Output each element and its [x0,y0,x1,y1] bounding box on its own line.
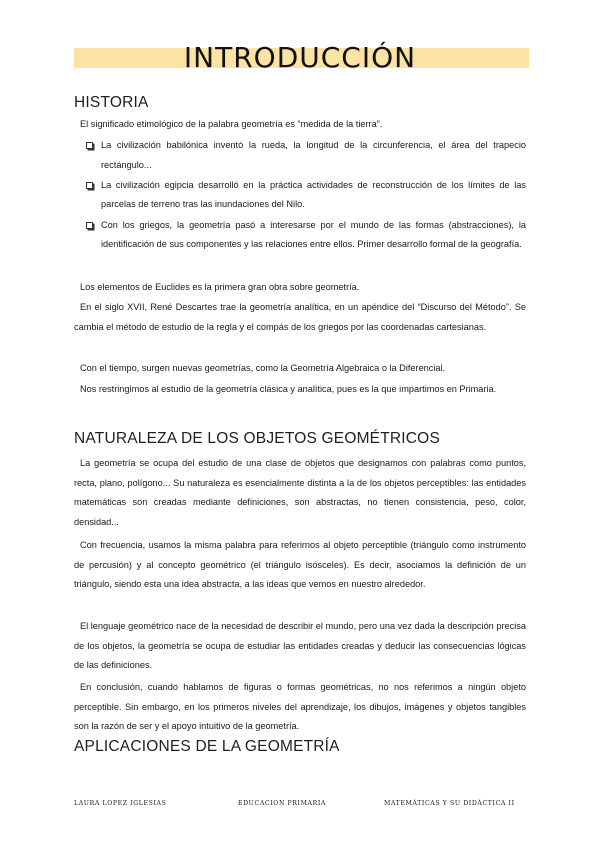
list-item [84,216,526,255]
historia-paragraph: Los elementos de Euclides es la primera gran obra sobre geometría. [80,282,360,292]
checkbox-bullet-icon [86,182,93,189]
checkbox-bullet-icon [86,222,93,229]
naturaleza-paragraph: Con frecuencia, usamos la misma palabra para referirnos al objeto perceptible (triángulo como instrumento de percusión) y al concepto geométrico (el triángulo isósceles). Es decir, asociamos la definición de un triángulo, siendo esta una idea abstracta, a las ideas que vemos en nuestro alrededor. [74,540,526,590]
bullet-text: La civilización egipcia desarrolló en la práctica actividades de reconstrucción de los límites de las parcelas de terreno tras las inundaciones del Nilo. [101,179,526,210]
list-item [84,176,526,215]
page-title: INTRODUCCIÓN [183,41,417,74]
historia-intro: El significado etimológico de la palabra geometría es “medida de la tierra”. [80,119,383,129]
list-item [84,136,526,175]
historia-paragraph: Con el tiempo, surgen nuevas geometrías, como la Geometría Algebraica o la Diferencial. [80,363,446,373]
naturaleza-paragraph: La geometría se ocupa del estudio de una clase de objetos que designamos con palabras como puntos, recta, plano, polígono... Su naturaleza es esencialmente distinta a la de los objetos perceptibles: las entidades matemáticas son creadas mediante definiciones, son abstractas, no tienen consistencia, peso, color, densidad... [74,458,526,527]
footer-subject: MATEMÁTICAS Y SU DIDÁCTICA II [384,800,515,807]
bullet-text: Con los griegos, la geometría pasó a interesarse por el mundo de las formas (abstracciones), la identificación de sus componentes y las relaciones entre ellos. Primer desarrollo formal de la geografía. [101,219,526,250]
historia-bullet-list [84,136,526,255]
naturaleza-paragraph: En conclusión, cuando hablamos de figuras o formas geométricas, no nos referimos a ningún objeto perceptible. Sin embargo, en los primeros niveles del aprendizaje, los dibujos, imágenes y objetos tangibles son la razón de ser y el apoyo intuitivo de la geometría. [74,682,526,732]
heading-historia: HISTORIA [74,94,149,111]
historia-paragraph: Nos restringimos al estudio de la geometría clásica y analítica, pues es la que impartimos en Primaria. [80,384,497,394]
footer-author: LAURA LOPEZ IGLESIAS [74,800,167,807]
naturaleza-paragraph: El lenguaje geométrico nace de la necesidad de describir el mundo, pero una vez dada la descripción precisa de los objetos, la geometría se ocupa de estudiar las entidades creadas y deducir las consecuencias lógicas de las definiciones. [74,621,526,671]
historia-paragraph: En el siglo XVII, René Descartes trae la geometría analítica, en un apéndice del “Discurso del Método”. Se cambia el método de estudio de la regla y el compás de los griegos por las coordenadas cartesianas. [74,302,526,332]
checkbox-bullet-icon [86,142,93,149]
footer-degree: EDUCACION PRIMARIA [238,800,326,807]
heading-naturaleza: NATURALEZA DE LOS OBJETOS GEOMÉTRICOS [74,430,440,447]
bullet-text: La civilización babilónica inventó la rueda, la longitud de la circunferencia, el área del trapecio rectángulo... [101,140,526,170]
heading-aplicaciones: APLICACIONES DE LA GEOMETRÍA [74,738,340,755]
